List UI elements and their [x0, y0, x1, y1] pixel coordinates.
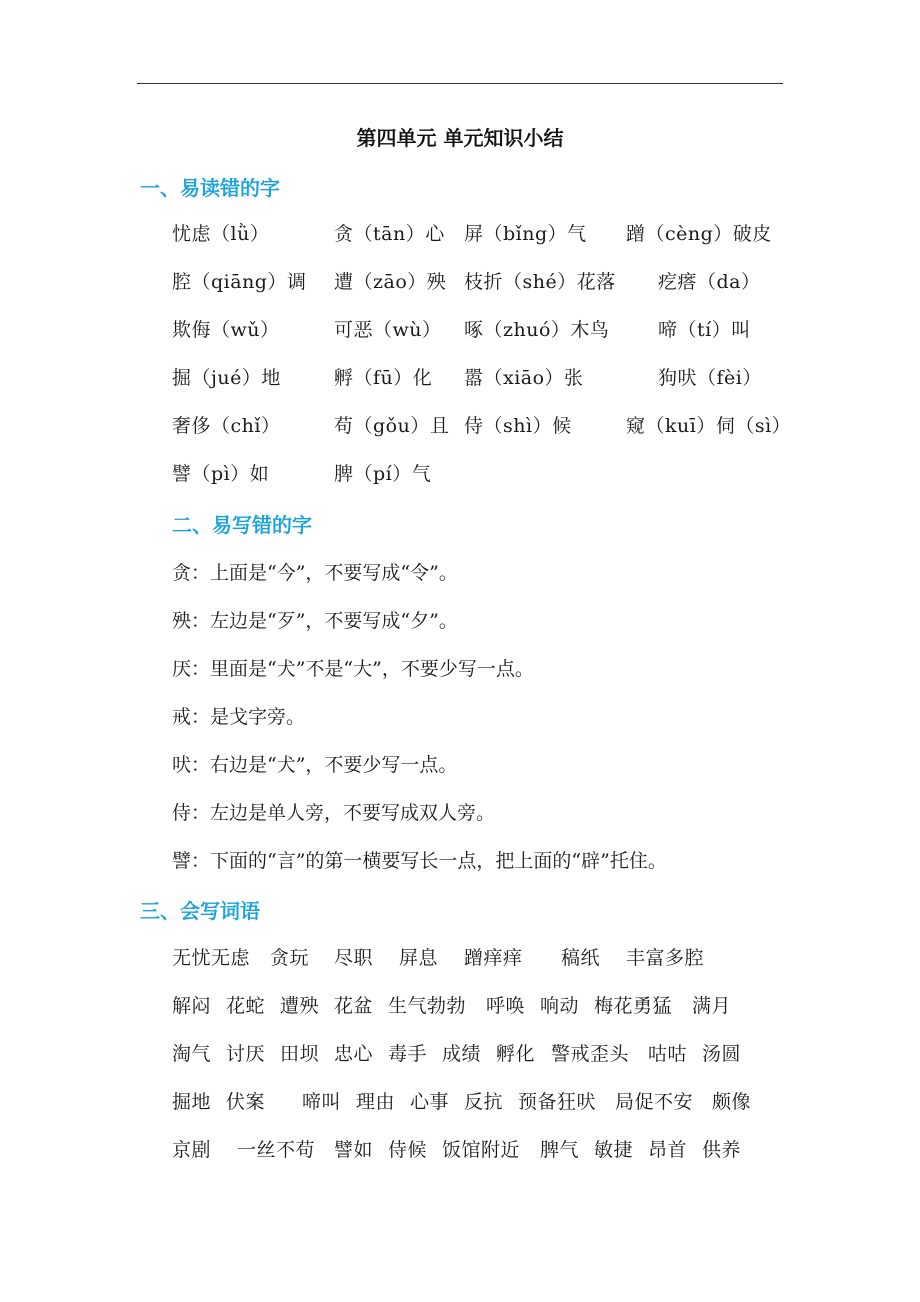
misread-item: 奢侈（chǐ） — [172, 415, 281, 437]
misread-item: 窥（kuī）伺（sì） — [626, 415, 792, 437]
misread-item: 啼（tí）叫 — [658, 319, 751, 341]
vocab-word: 田坝 — [280, 1043, 320, 1065]
vocab-word: 贪玩 — [270, 947, 310, 969]
vocab-word: 毒手 — [388, 1043, 428, 1065]
vocab-word: 反抗 — [464, 1091, 504, 1113]
misread-item: 脾（pí）气 — [334, 463, 432, 485]
vocab-word: 啼叫 — [302, 1091, 342, 1113]
miswritten-item: 厌：里面是“犬”不是“大”，不要少写一点。 — [172, 658, 534, 680]
vocab-word: 花盆 — [334, 995, 374, 1017]
misread-item: 枝折（shé）花落 — [464, 271, 616, 293]
misread-item: 屏（bǐng）气 — [464, 223, 587, 245]
misread-item: 腔（qiāng）调 — [172, 271, 307, 293]
misread-item: 孵（fū）化 — [334, 367, 433, 389]
vocab-word: 警戒歪头 — [551, 1043, 630, 1065]
vocab-word: 屏息 — [399, 947, 439, 969]
vocab-word: 局促不安 — [615, 1091, 694, 1113]
section-heading-misread: 一、易读错的字 — [140, 176, 280, 200]
vocab-word: 稿纸 — [561, 947, 601, 969]
vocab-word: 无忧无虑 — [172, 947, 251, 969]
miswritten-item: 吠：右边是“犬”，不要少写一点。 — [172, 754, 458, 776]
vocab-word: 心事 — [410, 1091, 450, 1113]
miswritten-item: 戒：是戈字旁。 — [172, 706, 306, 728]
vocab-word: 京剧 — [172, 1139, 212, 1161]
vocab-word: 梅花勇猛 — [594, 995, 673, 1017]
page-title: 第四单元 单元知识小结 — [356, 126, 564, 150]
vocab-word: 预备狂吠 — [518, 1091, 597, 1113]
vocab-word: 成绩 — [442, 1043, 482, 1065]
misread-item: 疙瘩（da） — [658, 271, 761, 293]
misread-item: 贪（tān）心 — [334, 223, 445, 245]
vocab-word: 颇像 — [712, 1091, 752, 1113]
miswritten-item: 譬：下面的“言”的第一横要写长一点，把上面的“辟”托住。 — [172, 850, 667, 872]
misread-item: 忧虑（lǜ） — [172, 223, 270, 245]
vocab-word: 蹭痒痒 — [464, 947, 523, 969]
vocab-word: 孵化 — [496, 1043, 536, 1065]
misread-item: 苟（gǒu）且 — [334, 415, 450, 437]
miswritten-item: 殃：左边是“歹”，不要写成“夕”。 — [172, 610, 458, 632]
section-heading-miswritten: 二、易写错的字 — [172, 513, 312, 537]
vocab-word: 丰富多腔 — [626, 947, 705, 969]
vocab-word: 淘气 — [172, 1043, 212, 1065]
misread-item: 掘（jué）地 — [172, 367, 281, 389]
vocab-word: 侍候 — [388, 1139, 428, 1161]
vocab-word: 响动 — [540, 995, 580, 1017]
vocab-word: 遭殃 — [280, 995, 320, 1017]
misread-item: 譬（pì）如 — [172, 463, 270, 485]
vocab-word: 咕咕 — [648, 1043, 688, 1065]
vocab-word: 掘地 — [172, 1091, 212, 1113]
vocab-word: 解闷 — [172, 995, 212, 1017]
vocab-word: 饭馆附近 — [442, 1139, 521, 1161]
vocab-word: 伏案 — [226, 1091, 266, 1113]
vocab-word: 敏捷 — [594, 1139, 634, 1161]
vocab-word: 一丝不苟 — [237, 1139, 316, 1161]
header-rule — [137, 83, 783, 84]
misread-item: 欺侮（wǔ） — [172, 319, 280, 341]
vocab-word: 譬如 — [334, 1139, 374, 1161]
misread-item: 可恶（wù） — [334, 319, 442, 341]
vocab-word: 尽职 — [334, 947, 374, 969]
vocab-word: 昂首 — [648, 1139, 688, 1161]
miswritten-item: 侍：左边是单人旁，不要写成双人旁。 — [172, 802, 496, 824]
section-heading-vocabulary: 三、会写词语 — [140, 899, 260, 923]
misread-item: 嚣（xiāo）张 — [464, 367, 584, 389]
misread-item: 遭（zāo）殃 — [334, 271, 447, 293]
misread-item: 啄（zhuó）木鸟 — [464, 319, 610, 341]
misread-item: 侍（shì）候 — [464, 415, 572, 437]
miswritten-item: 贪：上面是“今”，不要写成“令”。 — [172, 562, 458, 584]
vocab-word: 理由 — [356, 1091, 396, 1113]
misread-item: 蹭（cèng）破皮 — [626, 223, 772, 245]
vocab-word: 脾气 — [540, 1139, 580, 1161]
vocab-word: 呼唤 — [486, 995, 526, 1017]
vocab-word: 讨厌 — [226, 1043, 266, 1065]
vocab-word: 满月 — [692, 995, 732, 1017]
vocab-word: 供养 — [702, 1139, 742, 1161]
vocab-word: 花蛇 — [226, 995, 266, 1017]
vocab-word: 生气勃勃 — [388, 995, 467, 1017]
vocab-word: 忠心 — [334, 1043, 374, 1065]
vocab-word: 汤圆 — [702, 1043, 742, 1065]
misread-item: 狗吠（fèi） — [658, 367, 762, 389]
